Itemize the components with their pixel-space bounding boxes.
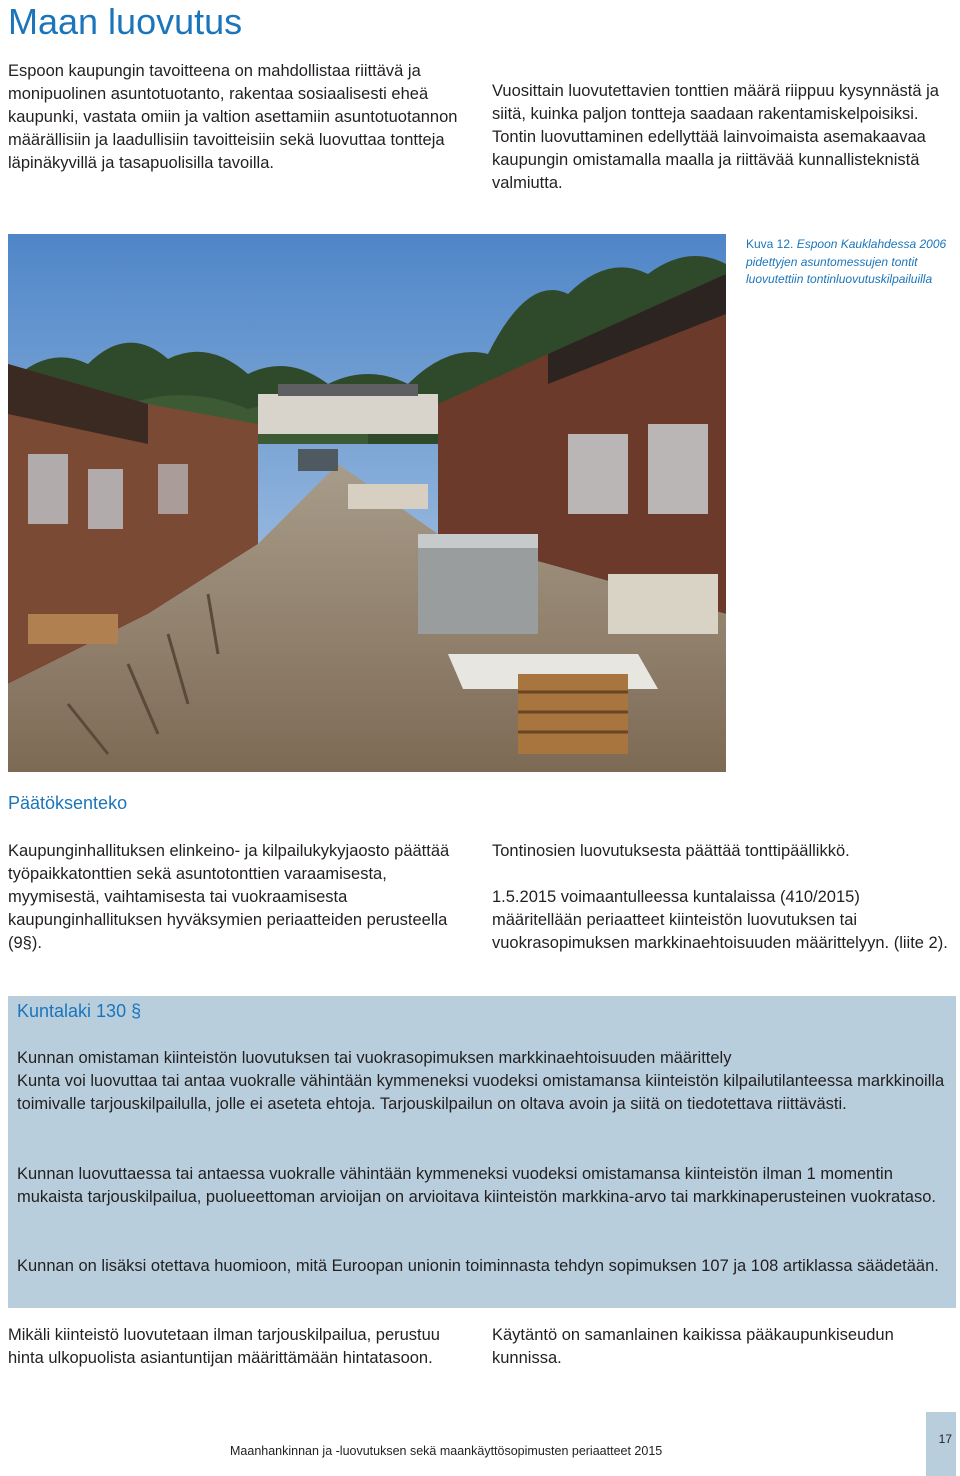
law-box-title: Kuntalaki 130 § (17, 1001, 142, 1021)
law-paragraph-1 (17, 1047, 947, 1116)
law-paragraph-3: Kunnan on lisäksi otettava huomioon, mitä Euroopan unionin toiminnasta tehdyn sopimuksen 107 ja 108 artiklassa säädetään. (17, 1257, 939, 1275)
decision-left-paragraph: Kaupunginhallituksen elinkeino- ja kilpailukykyjaosto päättää työpaikkatonttien sekä asuntotonttien varaamisesta, myymisestä, vaihtamisesta tai vuokraamisesta kaupunginhallituksen hyväksymien periaatteiden perusteella (9§). (8, 842, 450, 952)
intro-right-paragraph: Vuosittain luovutettavien tonttien määrä riippuu kysynnästä ja siitä, kuinka paljon tontteja saadaan rakentamiskelpoisiksi. Tontin luovuttaminen edellyttää lainvoimaista asemakaavaa kaupungin omistamalla maalla ja riittävää kunnallisteknistä valmiutta. (492, 82, 939, 192)
page-number: 17 (938, 1432, 952, 1446)
footer-text: Maanhankinnan ja -luovutuksen sekä maankäyttösopimusten periaatteet 2015 (230, 1444, 663, 1458)
construction-site-photo (8, 234, 726, 772)
page-number-box (926, 1412, 956, 1476)
bottom-right-paragraph: Käytäntö on samanlainen kaikissa pääkaupunkiseudun kunnissa. (492, 1326, 894, 1367)
intro-left-paragraph: Espoon kaupungin tavoitteena on mahdollistaa riittävä ja monipuolinen asuntotuotanto, rakentaa sosiaalisesti eheä kaupunki, vastata omiin ja valtion asettamiin asuntotuotannon määrällisiin ja laadullisiin tavoitteisiin sekä luovuttaa tontteja läpinäkyvillä ja tasapuolisilla tavoilla. (8, 62, 458, 172)
decision-right-paragraph-2: 1.5.2015 voimaantulleessa kuntalaissa (410/2015) määritellään periaatteet kiinteistön luovutuksen tai vuokrasopimuksen markkinaehtoisuuden määrittelyyn. (liite 2). (492, 888, 948, 952)
section-heading: Päätöksenteko (8, 793, 128, 813)
caption-number: Kuva 12. (746, 237, 794, 251)
caption-text: Espoon Kauklahdessa 2006 pidettyjen asuntomessujen tontit luovutettiin tontinluovutuskilpailuilla (746, 237, 947, 286)
decision-right-paragraph-1: Tontinosien luovutuksesta päättää tonttipäällikkö. (492, 842, 850, 860)
law-paragraph-1-heading: Kunnan omistaman kiinteistön luovutuksen tai vuokrasopimuksen markkinaehtoisuuden määrittely (17, 1049, 732, 1067)
law-box (8, 996, 956, 1308)
bottom-left-paragraph: Mikäli kiinteistö luovutetaan ilman tarjouskilpailua, perustuu hinta ulkopuolista asiantuntijan määrittämään hintatasoon. (8, 1326, 440, 1367)
figure-caption (746, 236, 956, 289)
page-title: Maan luovutus (8, 1, 243, 42)
law-paragraph-2: Kunnan luovuttaessa tai antaessa vuokralle vähintään kymmeneksi vuodeksi omistamansa kiinteistön ilman 1 momentin mukaista tarjouskilpailua, puolueettoman arvioijan on arvioitava kiinteistön markkina-arvo tai markkinaperusteinen vuokrataso. (17, 1165, 936, 1206)
law-paragraph-1-body: Kunta voi luovuttaa tai antaa vuokralle vähintään kymmeneksi vuodeksi omistamansa kiinteistön kilpailutilanteessa markkinoilla toimivalle tarjouskilpailulla, jolle ei aseteta ehtoja. Tarjouskilpailun on oltava avoin ja siitä on tiedotettava riittävästi. (17, 1072, 945, 1113)
